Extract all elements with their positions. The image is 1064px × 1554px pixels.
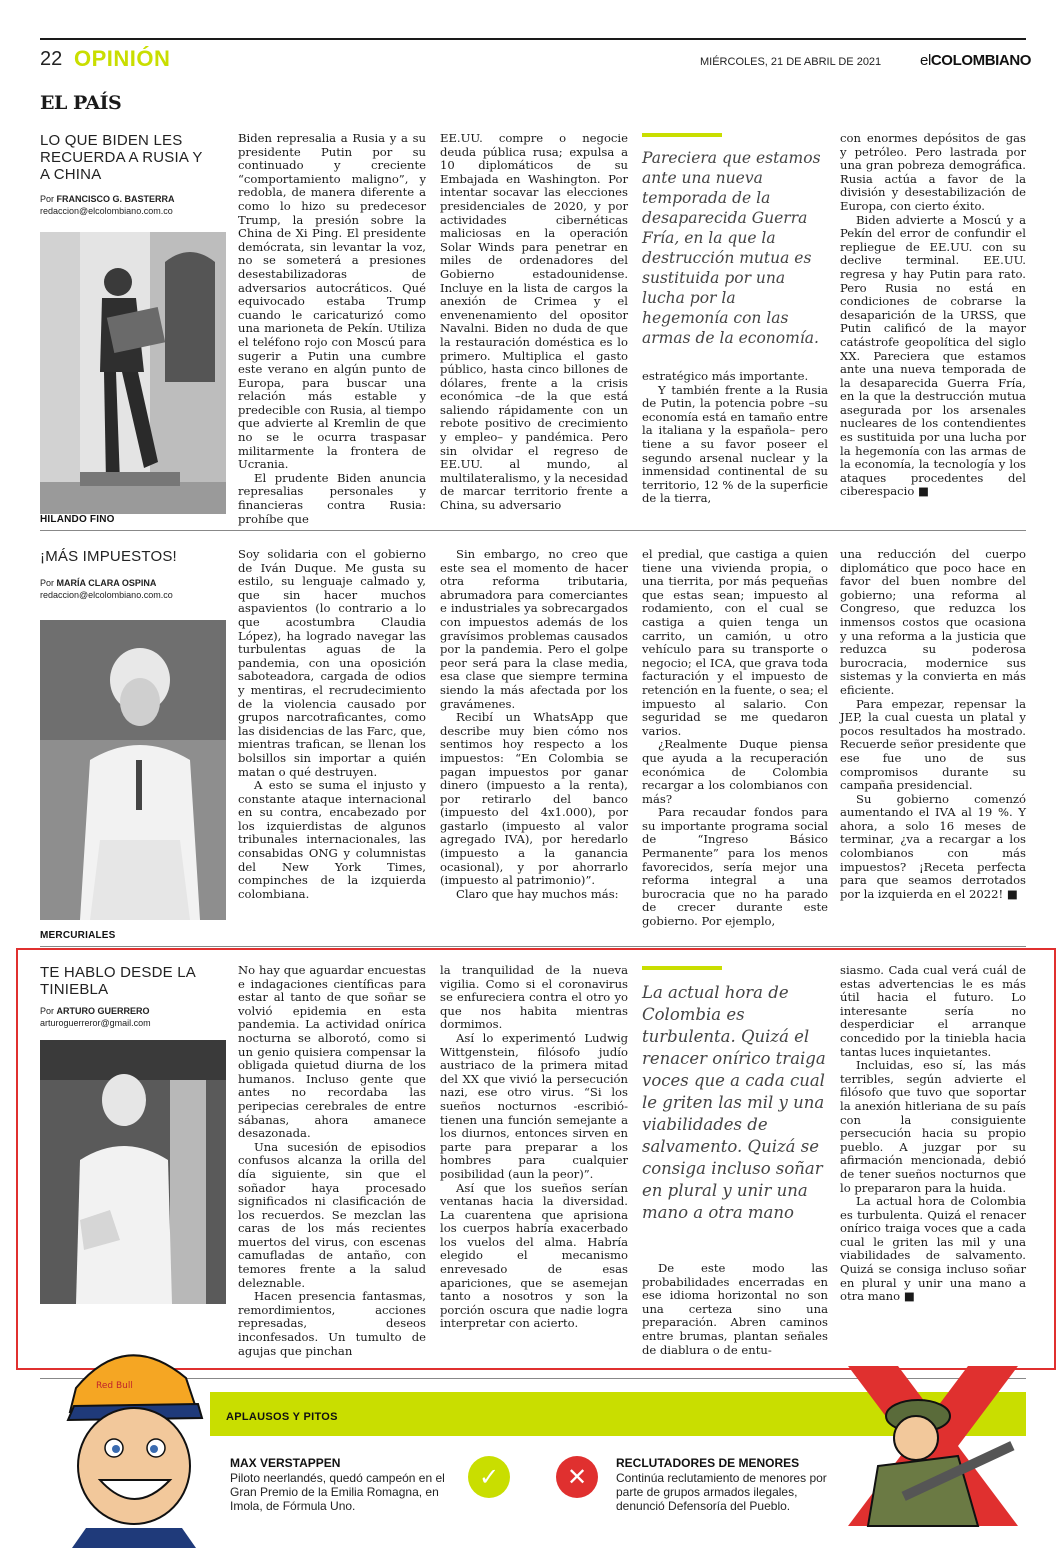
cap-text: Red Bull [96, 1381, 133, 1391]
pito-name: RECLUTADORES DE MENORES [616, 1456, 800, 1470]
article-photo [40, 620, 226, 920]
section-label: HILANDO FINO [40, 514, 115, 525]
author-name: ARTURO GUERRERO [56, 1006, 150, 1016]
article-column: Soy solidaria con el gobierno de Iván Duque. Me gusta su estilo, su lenguaje calmado y, que sin hacer muchos aspavientos (lo contrario a lo que acostumbra Claudia López), ha logrado navegar las turbulentas aguas de la pandemia, con una oposición saboteadora, cargada de odios y mentiras, el recrudecimiento de la violencia causado por grupos narcotraficantes, como las disidencias de las Farc, que, mientras trafican, se llenan los bolsillos sin importar a quién matan o qué destruyen. A esto se suma el injusto y constante ataque internacional en su contra, encabezado por los izquierdistas de algunos tribunales internacionales, las consabidas ONG y columnistas del New York Times, compinches de la izquierda colombiana. [238, 547, 426, 901]
caricature-driver [56, 1328, 206, 1548]
author-name: MARÍA CLARA OSPINA [56, 578, 157, 588]
caricature-soldier [838, 1356, 1028, 1536]
author-email[interactable]: arturoguerreror@gmail.com [40, 1018, 151, 1028]
source-logo: EL PAÍS [40, 92, 122, 114]
article-headline: TE HABLO DESDE LA TINIEBLA [40, 964, 196, 998]
pullquote-bar [642, 133, 722, 137]
section-title: OPINIÓN [74, 46, 171, 71]
article-headline: LO QUE BIDEN LES RECUERDA A RUSIA Y A CHINA [40, 132, 203, 183]
article-headline: ¡MÁS IMPUESTOS! [40, 548, 177, 565]
author-email[interactable]: redaccion@elcolombiano.com.co [40, 206, 173, 216]
article-column: Biden represalia a Rusia y a su presidente Putin por su continuado y creciente “comportamiento maligno”, y redobla, de manera diferente a como lo hizo su predecesor Trump, la presión sobre la China de Xi Ping. El presidente demócrata, sin levantar la voz, no se someterá a presiones desestabilizadoras de adversarios autocráticos. Qué equivocado estaba Trump cuando le caricaturizó como una marioneta de Pekín. Utiliza el teléfono rojo con Moscú para sugerir a Putin una cumbre este verano en algún punto de Europa, para buscar una relación más estable y predecible con Rusia, al tiempo que advierte al Kremlin de que no se le ocurra traspasar militarmente la frontera de Ucrania. El prudente Biden anuncia represalias personales y financieras contra Rusia: prohíbe que [238, 131, 426, 526]
article-column: con enormes depósitos de gas y petróleo. Pero lastrada por una gran pobreza demográfica. Rusia actúa a favor de la división y desestabilización de Europa, con cierto éxito. Biden advierte a Moscú y a Pekín del error de confundir el repliegue de EE.UU. con su declive terminal. EE.UU. regresa y hay Putin para rato. Pero Rusia no está en condiciones de cobrarse la desaparición de la URSS, que Putin calificó de la mayor catástrofe geopolítica del siglo XX. Pareciera que estamos ante una nueva temporada de la desaparecida Guerra Fría, en la que la destrucción mutua asegurada por los arsenales nucleares de los contendientes es sustituida por una lucha por la hegemonía con las armas de la economía, la tecnología y los ataques procedentes del ciberespacio ■ [840, 131, 1026, 499]
article-column: Sin embargo, no creo que este sea el momento de hacer otra reforma tributaria, abrumadora para comerciantes e industriales ya sobrecargados con impuestos además de los gravísimos problemas causados por la pandemia. Pero el golpe peor será para la clase media, esa clase que siempre termina siendo la más afectada por los gravámenes. Recibí un WhatsApp que describe muy bien cómo nos sentimos hoy respecto a los impuestos: “En Colombia se pagan impuestos por ganar dinero (impuesto a la renta), por retirarlo del banco (impuesto del 4x1.000), por gastarlo (impuesto al valor agregado IVA), por heredarlo (impuesto a la ganancia ocasional), y por ahorrarlo (impuesto al patrimonio)”. Claro que hay muchos más: [440, 547, 628, 901]
page-number: 22 [40, 48, 63, 70]
pullquote-bar [642, 966, 722, 970]
article-column: una reducción del cuerpo diplomático que poco hace en favor del buen nombre del gobierno; una reforma al Congreso, que reduzca los inmensos costos que ocasiona y una reforma a la justicia que reduzca su poderosa burocracia, modernice sus sistemas y la convierta en más eficiente. Para empezar, repensar la JEP, la cual cuesta un platal y pocos resultados ha mostrado. Recuerde señor presidente que ese fue uno de sus compromisos durante su campaña presidencial. Su gobierno comenzó aumentando el IVA al 19 %. Y ahora, a solo 16 meses de terminar, ¿va a recargar a los colombianos con más impuestos? ¡Receta perfecta para que seamos derrotados por la izquierda en el 2022! ■ [840, 547, 1026, 901]
article-column: EE.UU. compre o negocie deuda pública rusa; expulsa a 10 diplomáticos de su Embajada en Washington. Por intentar socavar las elecciones presidenciales de 2020, y por actividades cibernéticas maliciosas en la operación Solar Winds para penetrar en miles de ordenadores del Gobierno estadounidense. Incluye en la lista de cargos la anexión de Crimea y el envenenamiento del opositor Navalni. Biden no duda de que la restauración doméstica es lo primero. Multiplica el gasto público, hasta cinco billones de dólares, frente a la crisis económica –de la que está saliendo rápidamente con un rebote positivo de crecimiento y empleo– y pandémica. Pero sin olvidar el regreso de EE.UU. al mundo, al multilateralismo, y la necesidad de marcar territorio frente a China, su adversario [440, 131, 628, 513]
check-icon: ✓ [468, 1456, 510, 1498]
article-column: No hay que aguardar encuestas e indagaciones científicas para estar al tanto de que soñar se volvió epidemia en esta pandemia. La actividad onírica nocturna se alborotó, como si un genio quisiera compensar la obligada quietud diurna de los humanos. Incluso gente que antes no recordaba las peripecias cerebrales de entre sábanas, ahora amanece desazonada. Una sucesión de episodios confusos alcanza la orilla del día siguiente, sin que el soñador haya procesado significados ni clasificación de los recuerdos. Se mezclan las caras de los más recientes muertos del virus, con escenas camufladas de antaño, con temores frente a la salud deleznable. Hacen presencia fantasmas, remordimientos, acciones represadas, deseos inconfesados. Un tumulto de agujas que pinchan [238, 963, 426, 1358]
author-email[interactable]: redaccion@elcolombiano.com.co [40, 590, 173, 600]
article-column: el predial, que castiga a quien tiene una vivienda propia, o una tierrita, por más pequeñas que estas sean; impuesto al rodamiento, con el cual se castiga a quien tenga un carrito, un camión, u otro vehículo para su transporte o negocio; el ICA, que grava toda facturación y el impuesto de retención en la fuente, o sea; el impuesto al salario. Con seguridad se me quedaron varios. ¿Realmente Duque piensa que ayuda a la recuperación económica de Colombia recargar a los colombianos con más? Para recaudar fondos para su importante programa social de “Ingreso Básico Permanente” para los menos favorecidos, sería mejor una reforma integral a una burocracia que no ha parado de crecer durante este gobierno. Por ejemplo, [642, 547, 828, 929]
article-column: De este modo las probabilidades encerradas en ese idioma horizontal no son una certeza sino una preparación. Abren caminos entre brumas, plantan señales de diablura o de entu- [642, 1261, 828, 1357]
portrait-illustration [40, 1040, 226, 1304]
brand-prefix: el [920, 52, 931, 69]
footer-label: APLAUSOS Y PITOS [226, 1411, 338, 1423]
byline: Por ARTURO GUERRERO [40, 1006, 150, 1016]
brand-logo [920, 52, 1031, 69]
aplauso-description: Piloto neerlandés, quedó campeón en el Gran Premio de la Emilia Romagna, en Imola, de Fórmula Uno. [230, 1471, 445, 1513]
aplauso-name: MAX VERSTAPPEN [230, 1456, 341, 1470]
portrait-illustration [40, 620, 226, 920]
statue-illustration [40, 232, 226, 514]
article-column: siasmo. Cada cual verá cuál de estas advertencias le es más útil hacia el futuro. Lo interesante sería no desperdiciar el arranque concedido por la tiniebla hacia tantas luces inquietantes. Incluidas, eso sí, las más terribles, según advierte el filósofo que tuvo que soportar la anexión hitleriana de su país con la consiguiente persecución hacia su propio pueblo. A juzgar por su afirmación mencionada, debió de tener sueños nocturnos que lo prepararon para la huida. La actual hora de Colombia es turbulenta. Quizá el renacer onírico traiga voces que a cada cual le griten las mil y una viabilidades de salvamento. Quizá se consiga incluso soñar en plural y unir una mano a otra mano ■ [840, 963, 1026, 1304]
article-photo [40, 1040, 226, 1304]
header-rule [40, 38, 1026, 40]
author-name: FRANCISCO G. BASTERRA [56, 194, 175, 204]
byline: Por FRANCISCO G. BASTERRA [40, 194, 175, 204]
article-column: estratégico más importante. Y también frente a la Rusia de Putin, la potencia pobre –su economía está en tamaño entre la italiana y la española– pero tiene a su favor poseer el segundo arsenal nuclear y la inmensidad continental de su territorio, 12 % de la superficie de la tierra, [642, 369, 828, 506]
article-photo [40, 232, 226, 514]
article-column: la tranquilidad de la nueva vigilia. Como si el coronavirus se enfureciera contra el otro yo que nos habita mientras dormimos. Así lo experimentó Ludwig Wittgenstein, filósofo judío austriaco de la primera mitad del XX que vivió la persecución nazi, ese otro virus. “Si los sueños nocturnos -escribió- tienen una función semejante a los diurnos, entonces sirven en parte para preparar a los hombres para cualquier posibilidad (aun la peor)”. Así que los sueños serían ventanas hacia la diversidad. La cuarentena que aprisiona los cuerpos habría exacerbado los vuelos del alma. Habría elegido el mecanismo enrevesado de esas apariciones, que se asemejan tanto a nosotros y son la porción oscura que nadie logra interpretar con acierto. [440, 963, 628, 1331]
dateline: MIÉRCOLES, 21 DE ABRIL DE 2021 [700, 56, 882, 68]
separator [40, 530, 1026, 531]
pito-description: Continúa reclutamiento de menores por parte de grupos armados ilegales, denunció Defensoría del Pueblo. [616, 1471, 827, 1513]
pullquote: Pareciera que estamos ante una nueva temporada de la desaparecida Guerra Fría, en la que la destrucción mutua es sustituida por una lucha por la hegemonía con las armas de la economía. [642, 149, 821, 347]
byline: Por MARÍA CLARA OSPINA [40, 578, 157, 588]
section-label: MERCURIALES [40, 930, 116, 941]
separator [40, 946, 1026, 947]
brand-name: COLOMBIANO [930, 52, 1032, 69]
pullquote: La actual hora de Colombia es turbulenta. Quizá el renacer onírico traiga voces que a cada cual le griten las mil y una viabilidades de salvamento. Quizá se consiga incluso soñar en plural y unir una mano a otra mano [642, 983, 826, 1222]
x-icon: ✕ [556, 1456, 598, 1498]
